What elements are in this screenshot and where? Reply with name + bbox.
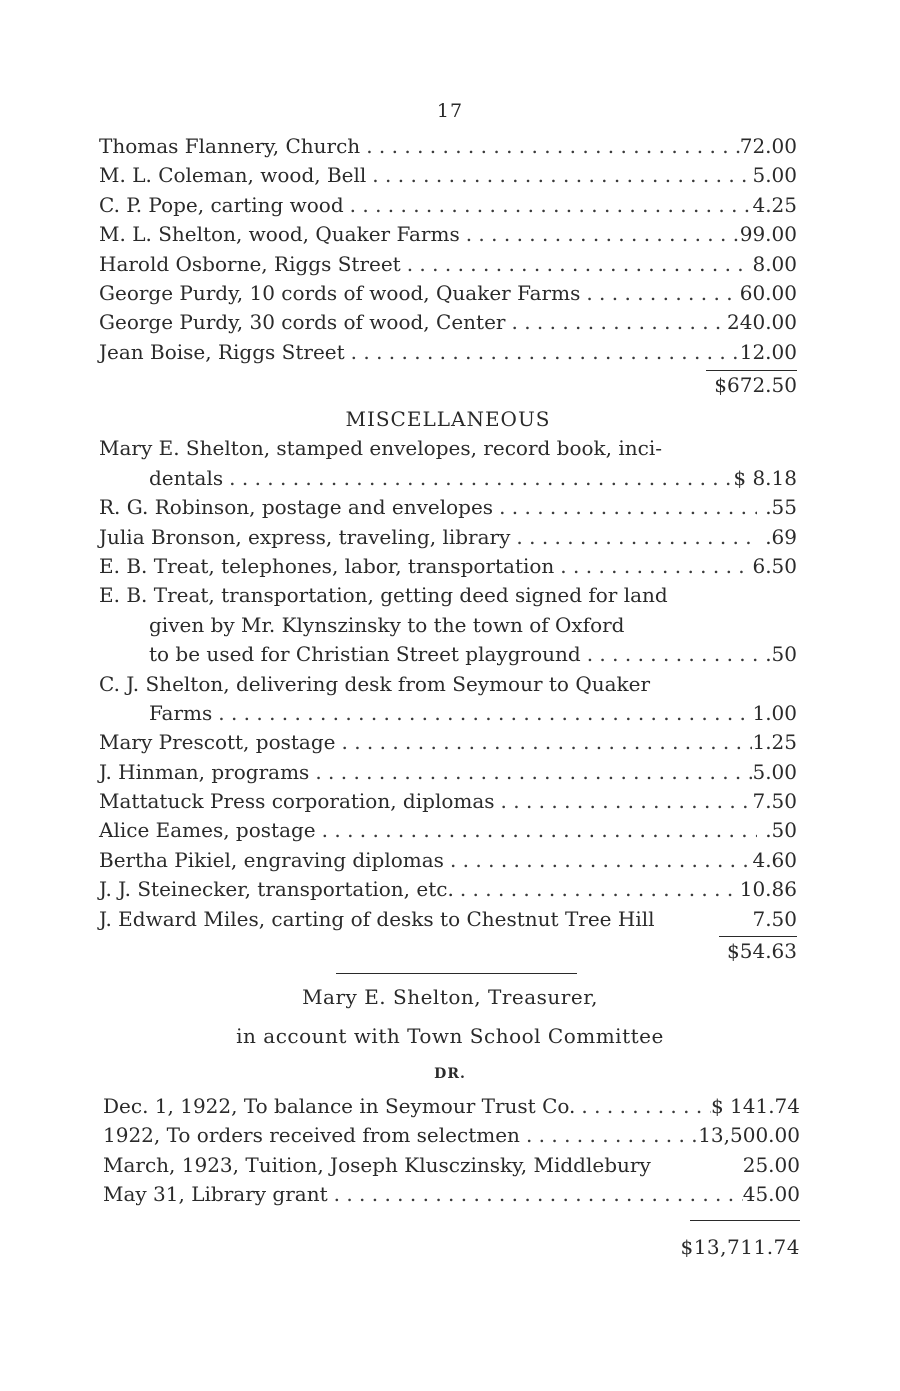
entry-description: J. J. Steinecker, transportation, etc. [99, 877, 454, 902]
entry-description: Alice Eames, postage [99, 818, 316, 843]
account-ledger-list [103, 1092, 800, 1210]
entry-description: Farms [149, 700, 213, 725]
entry-amount: 1.25 [752, 730, 797, 755]
dot-leader [575, 1092, 711, 1121]
dot-leader [493, 493, 757, 522]
wood-section-total-row [99, 367, 797, 396]
entry-description: C. J. Shelton, delivering desk from Seymour to Quaker [99, 671, 651, 696]
ledger-row [99, 464, 797, 493]
entry-description: Harold Osborne, Riggs Street [99, 251, 401, 276]
entry-amount: 7.50 [752, 906, 797, 931]
entry-description: 1922, To orders received from selectmen [103, 1123, 520, 1148]
dot-leader [309, 758, 752, 787]
wood-expense-list [99, 132, 797, 397]
dot-leader [316, 816, 757, 845]
ledger-row [99, 640, 797, 669]
entry-amount: 5.00 [752, 759, 797, 784]
ledger-row-continued [99, 611, 797, 640]
dot-leader [554, 552, 752, 581]
entry-amount: 240.00 [727, 310, 797, 335]
entry-amount: $ 8.18 [733, 465, 797, 490]
entry-description: E. B. Treat, telephones, labor, transportation [99, 553, 555, 578]
entry-amount: 72.00 [739, 134, 797, 158]
ledger-row [99, 523, 797, 552]
entry-description: Mary Prescott, postage [99, 730, 336, 755]
entry-amount: 99.00 [739, 222, 797, 247]
entry-description: M. L. Coleman, wood, Bell [99, 163, 367, 188]
entry-amount: 4.60 [752, 847, 797, 872]
entry-amount: 45.00 [742, 1182, 800, 1207]
entry-amount: 25.00 [742, 1152, 800, 1177]
dot-leader [344, 191, 753, 220]
entry-amount: .50 [765, 642, 797, 667]
entry-description: C. P. Pope, carting wood [99, 192, 344, 217]
entry-amount: 4.25 [752, 192, 797, 217]
entry-description: R. G. Robinson, postage and envelopes [99, 495, 494, 520]
ledger-row [103, 1121, 800, 1150]
entry-description: J. Edward Miles, carting of desks to Chestnut Tree Hill [99, 906, 655, 931]
dot-leader [345, 338, 740, 367]
entry-description: George Purdy, 30 cords of wood, Center [99, 310, 506, 335]
dot-leader [454, 875, 740, 904]
ledger-row [99, 191, 797, 220]
entry-description: May 31, Library grant [103, 1182, 328, 1207]
ledger-row [99, 816, 797, 845]
entry-amount: 60.00 [739, 280, 797, 305]
dot-leader [360, 132, 740, 161]
dot-leader [366, 161, 752, 190]
misc-section-total-row [99, 934, 797, 963]
dot-leader [495, 787, 753, 816]
debit-label: DR. [434, 1066, 466, 1082]
entry-description: E. B. Treat, transportation, getting deed signed for land [99, 583, 668, 608]
entry-description: George Purdy, 10 cords of wood, Quaker Farms [99, 280, 581, 305]
entry-amount: .69 [765, 524, 797, 549]
ledger-row [103, 1180, 800, 1209]
grand-total-rule [690, 1220, 800, 1221]
account-title: Mary E. Shelton, Treasurer, [302, 985, 598, 1009]
dot-leader [580, 279, 739, 308]
wood-section-total: $672.50 [706, 370, 797, 397]
ledger-row [99, 758, 797, 787]
dot-leader [328, 1180, 743, 1209]
ledger-row [99, 699, 797, 728]
ledger-row [103, 1092, 800, 1121]
dot-leader [401, 250, 753, 279]
dot-leader [510, 523, 757, 552]
page-number: 17 [436, 100, 464, 122]
entry-amount: 6.50 [752, 553, 797, 578]
entry-amount: 1.00 [752, 700, 797, 725]
entry-amount: 7.50 [752, 789, 797, 814]
ledger-row [99, 338, 797, 367]
ledger-row [99, 846, 797, 875]
dot-leader [335, 728, 752, 757]
ledger-row [103, 1151, 800, 1180]
ledger-row [99, 875, 797, 904]
ledger-row [99, 308, 797, 337]
dot-leader [444, 846, 753, 875]
section-divider-rule [336, 973, 577, 974]
dot-leader [505, 308, 727, 337]
entry-amount: 10.86 [739, 877, 797, 902]
entry-amount: 8.00 [752, 251, 797, 276]
ledger-row [99, 279, 797, 308]
entry-description: dentals [149, 465, 224, 490]
ledger-row [99, 161, 797, 190]
account-subtitle: in account with Town School Committee [236, 1024, 664, 1048]
ledger-row [99, 905, 797, 934]
ledger-row-continued [99, 670, 797, 699]
entry-amount: .55 [765, 495, 797, 520]
entry-amount: .50 [765, 818, 797, 843]
entry-description: Thomas Flannery, Church [99, 134, 361, 158]
ledger-row [99, 220, 797, 249]
miscellaneous-expense-list [99, 405, 797, 963]
entry-amount: 12.00 [739, 339, 797, 364]
ledger-row [99, 787, 797, 816]
section-heading: MISCELLANEOUS [345, 407, 551, 431]
ledger-row [99, 728, 797, 757]
entry-description: to be used for Christian Street playground [149, 642, 581, 667]
entry-description: Julia Bronson, express, traveling, library [99, 524, 511, 549]
entry-description: Mattatuck Press corporation, diplomas [99, 789, 495, 814]
entry-description: M. L. Shelton, wood, Quaker Farms [99, 222, 460, 247]
ledger-row-continued [99, 434, 797, 463]
grand-total: $13,711.74 [680, 1235, 800, 1259]
entry-description: Dec. 1, 1922, To balance in Seymour Trust Co. [103, 1094, 576, 1118]
ledger-row [99, 493, 797, 522]
entry-description: given by Mr. Klynszinsky to the town of Oxford [149, 612, 625, 637]
entry-description: Mary E. Shelton, stamped envelopes, record book, inci- [99, 436, 663, 461]
dot-leader [212, 699, 752, 728]
misc-section-total: $54.63 [719, 936, 797, 963]
entry-amount: $ 141.74 [710, 1094, 800, 1118]
ledger-row-continued [99, 581, 797, 610]
ledger-row [99, 132, 797, 161]
dot-leader [223, 464, 733, 493]
entry-description: Jean Boise, Riggs Street [99, 339, 345, 364]
dot-leader [460, 220, 740, 249]
entry-description: March, 1923, Tuition, Joseph Klusczinsky, Middlebury [103, 1152, 651, 1177]
dot-leader [581, 640, 757, 669]
entry-description: J. Hinman, programs [99, 759, 310, 784]
ledger-row [99, 250, 797, 279]
entry-amount: 5.00 [752, 163, 797, 188]
dot-leader [520, 1121, 698, 1150]
entry-amount: 13,500.00 [698, 1123, 800, 1148]
entry-description: Bertha Pikiel, engraving diplomas [99, 847, 444, 872]
ledger-row [99, 552, 797, 581]
